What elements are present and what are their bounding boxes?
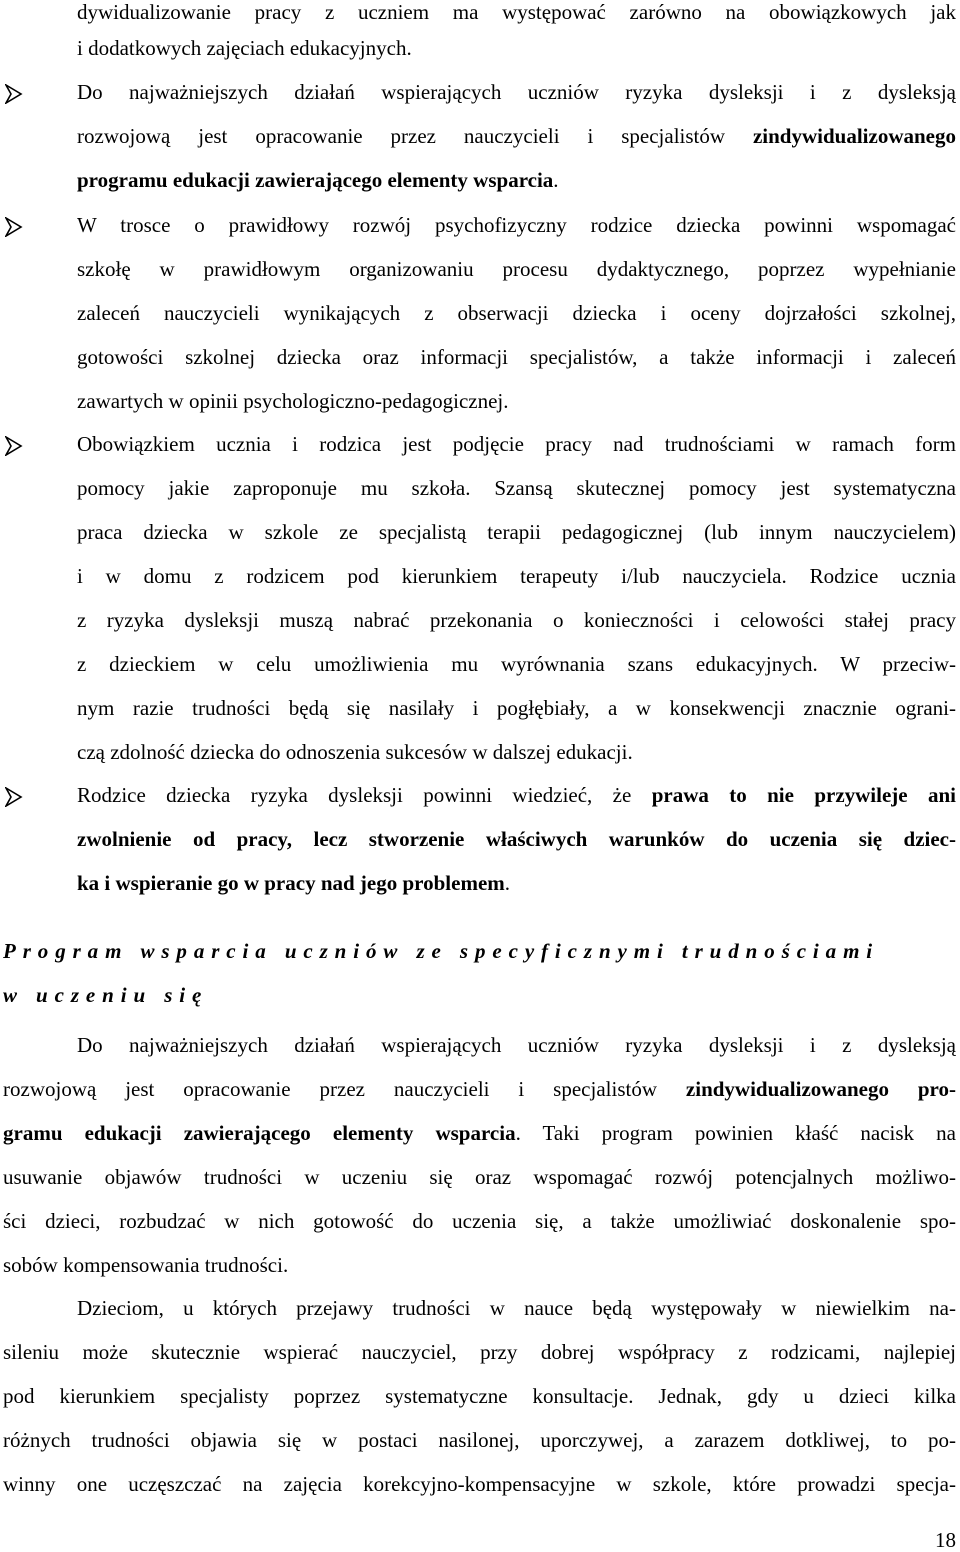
text-line: Dzieciom, u których przejawy trudności w nauce będą występowały w niewielkim na- — [77, 1296, 956, 1320]
bold-text-run: ka i wspieranie go w pracy nad jego problemem — [77, 871, 505, 895]
arrowhead-bullet-icon — [5, 787, 23, 807]
text-line: Obowiązkiem ucznia i rodzica jest podjęcie pracy nad trudnościami w ramach form — [77, 432, 956, 456]
text-line: Do najważniejszych działań wspierających uczniów ryzyka dysleksji i z dysleksją — [77, 80, 956, 104]
text-line: pod kierunkiem specjalisty poprzez systematyczne konsultacje. Jednak, gdy u dzieci kilka — [3, 1384, 956, 1408]
text-line: i w domu z rodzicem pod kierunkiem terapeuty i/lub nauczyciela. Rodzice ucznia — [77, 564, 956, 588]
page-number: 18 — [935, 1528, 956, 1552]
text-line — [77, 783, 956, 827]
bold-text-line: zwolnienie od pracy, lecz stworzenie właściwych warunków do uczenia się dziec- — [77, 827, 956, 851]
text-line: W trosce o prawidłowy rozwój psychofizyczny rodzice dziecka powinni wspomagać — [77, 213, 956, 237]
text-line: zawartych w opinii psychologiczno-pedagogicznej. — [77, 389, 509, 413]
text-run: . — [504, 871, 511, 895]
arrowhead-bullet-icon — [5, 217, 23, 237]
text-line: różnych trudności objawia się w postaci nasilonej, uporczywej, a zarazem dotkliwej, to po- — [3, 1428, 956, 1452]
bold-text-run: gramu edukacji zawierającego elementy wsparcia — [3, 1121, 516, 1145]
arrowhead-bullet-icon — [5, 436, 23, 456]
text-run: rozwojową jest opracowanie przez nauczycieli i specjalistów — [3, 1077, 686, 1101]
text-line: winny one uczęszczać na zajęcia korekcyjno-kompensacyjne w szkole, które prowadzi specja- — [3, 1472, 956, 1496]
text-line: nym razie trudności będą się nasilały i pogłębiały, a w konsekwencji znacznie ograni- — [77, 696, 956, 720]
text-line: ści dzieci, rozbudzać w nich gotowość do uczenia się, a także umożliwiać doskonalenie spo- — [3, 1209, 956, 1233]
text-line — [77, 168, 956, 212]
text-line — [3, 1121, 956, 1165]
arrowhead-bullet-icon — [5, 84, 23, 104]
section-heading: Program wsparcia uczniów ze specyficznymi trudnościami — [3, 939, 880, 963]
text-line: czą zdolność dziecka do odnoszenia sukcesów w dalszej edukacji. — [77, 740, 633, 764]
text-line: Do najważniejszych działań wspierających uczniów ryzyka dysleksji i z dysleksją — [77, 1033, 956, 1057]
text-line: sileniu może skutecznie wspierać nauczyciel, przy dobrej współpracy z rodzicami, najlepiej — [3, 1340, 956, 1364]
text-line — [77, 871, 956, 915]
text-line: dywidualizowanie pracy z uczniem ma występować zarówno na obowiązkowych jak — [77, 0, 956, 24]
text-line: gotowości szkolnej dziecka oraz informacji specjalistów, a także informacji i zaleceń — [77, 345, 956, 369]
text-line: sobów kompensowania trudności. — [3, 1253, 289, 1277]
bold-text-run: programu edukacji zawierającego elementy wsparcia — [77, 168, 554, 192]
text-line — [77, 124, 956, 168]
text-line: i dodatkowych zajęciach edukacyjnych. — [77, 36, 412, 60]
bold-text-run: prawa to nie przywileje ani — [651, 783, 956, 807]
text-run: . Taki program powinien kłaść nacisk na — [515, 1121, 956, 1145]
text-line: z dzieckiem w celu umożliwienia mu wyrównania szans edukacyjnych. W przeciw- — [77, 652, 956, 676]
text-line: zaleceń nauczycieli wynikających z obserwacji dziecka i oceny dojrzałości szkolnej, — [77, 301, 956, 325]
text-run: . — [553, 168, 559, 192]
bold-text-run: zindywidualizowanego pro- — [685, 1077, 956, 1101]
text-line: szkołę w prawidłowym organizowaniu procesu dydaktycznego, poprzez wypełnianie — [77, 257, 956, 281]
text-line — [3, 1077, 956, 1121]
text-line: pomocy jakie zaproponuje mu szkoła. Szansą skutecznej pomocy jest systematyczna — [77, 476, 956, 500]
text-line: usuwanie objawów trudności w uczeniu się oraz wspomagać rozwój potencjalnych możliwo- — [3, 1165, 956, 1189]
section-heading: w uczeniu się — [3, 983, 209, 1007]
text-run: Rodzice dziecka ryzyka dysleksji powinni wiedzieć, że — [77, 783, 652, 807]
text-line: praca dziecka w szkole ze specjalistą terapii pedagogicznej (lub innym nauczycielem) — [77, 520, 956, 544]
text-line: z ryzyka dysleksji muszą nabrać przekonania o konieczności i celowości stałej pracy — [77, 608, 956, 632]
text-run: rozwojową jest opracowanie przez nauczycieli i specjalistów — [77, 124, 753, 148]
bold-text-run: zindywidualizowanego — [752, 124, 956, 148]
